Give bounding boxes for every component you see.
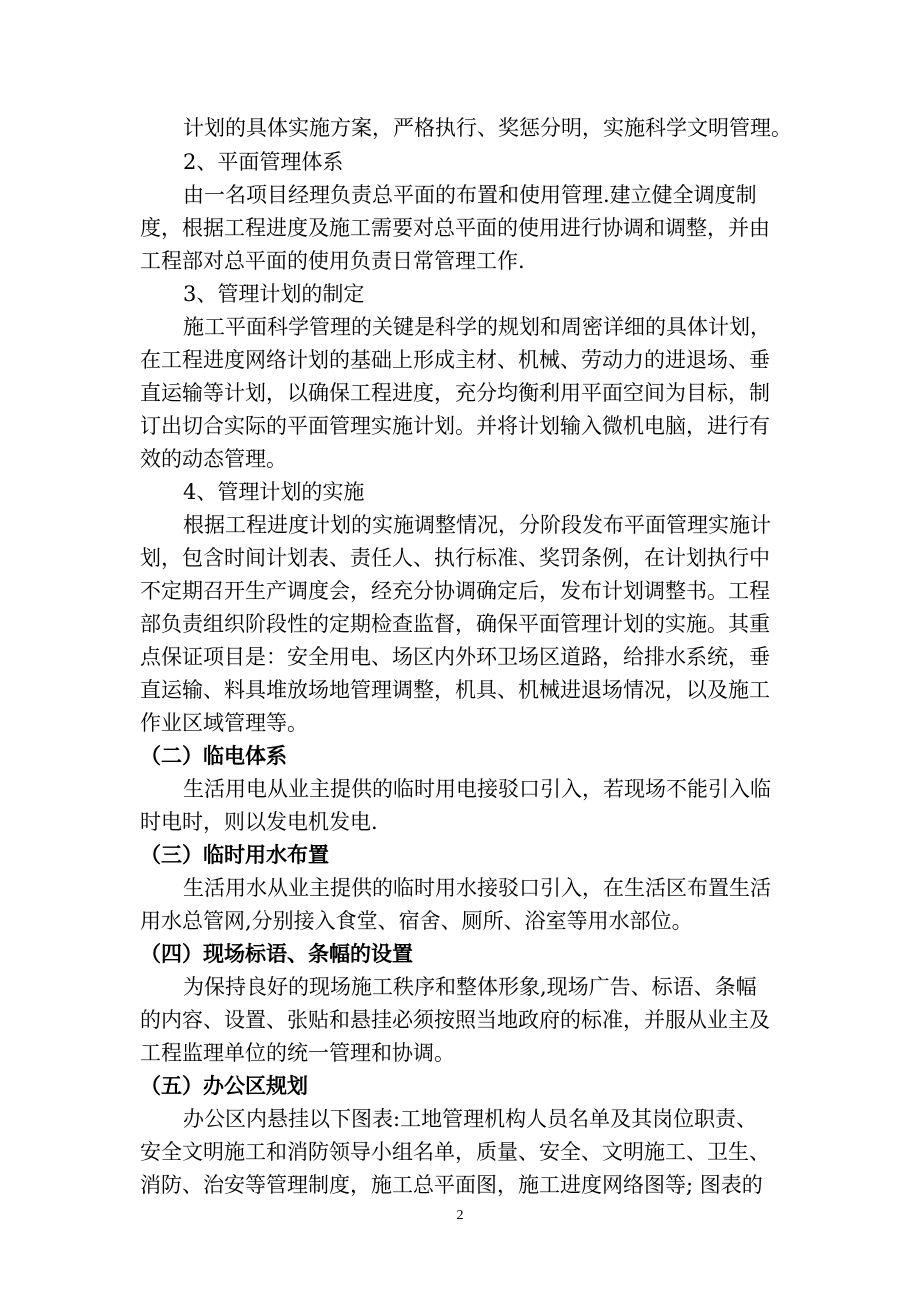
line-text: 消防、治安等管理制度，施工总平面图，施工进度网络图等; 图表的 — [140, 1173, 763, 1197]
line-text: 办公区内悬挂以下图表:工地管理机构人员名单及其岗位职责、 — [183, 1107, 758, 1131]
line-text: 划，包含时间计划表、责任人、执行标准、奖罚条例，在计划执行中 — [140, 546, 770, 570]
line-text: 时电时，则以发电机发电. — [140, 810, 378, 834]
text-line — [0, 146, 920, 178]
text-line — [0, 344, 920, 376]
text-line — [0, 971, 920, 1003]
line-text: 工程部对总平面的使用负责日常管理工作. — [140, 249, 525, 273]
text-line — [0, 905, 920, 937]
line-text: 部负责组织阶段性的定期检查监督，确保平面管理计划的实施。其重 — [140, 612, 770, 636]
text-line — [0, 806, 920, 838]
text-line — [0, 1004, 920, 1036]
line-text: 点保证项目是：安全用电、场区内外环卫场区道路，给排水系统，垂 — [140, 645, 770, 669]
line-text: 2、平面管理体系 — [183, 150, 344, 174]
section-heading — [0, 1070, 920, 1102]
text-line — [0, 1136, 920, 1168]
text-line — [0, 1103, 920, 1135]
text-line — [0, 872, 920, 904]
text-line — [0, 707, 920, 739]
line-text: 订出切合实际的平面管理实施计划。并将计划输入微机电脑，进行有 — [140, 414, 770, 438]
text-line — [0, 641, 920, 673]
line-text: 直运输等计划，以确保工程进度，充分均衡利用平面空间为目标，制 — [140, 381, 770, 405]
text-line — [0, 410, 920, 442]
section-heading — [0, 839, 920, 871]
text-line — [0, 1037, 920, 1069]
line-text: 效的动态管理。 — [140, 447, 287, 471]
heading-text: （三）临时用水布置 — [140, 843, 329, 867]
text-line — [0, 377, 920, 409]
line-text: 由一名项目经理负责总平面的布置和使用管理.建立健全调度制 — [183, 183, 757, 207]
line-text: 不定期召开生产调度会，经充分协调确定后，发布计划调整书。工程 — [140, 579, 770, 603]
line-text: 在工程进度网络计划的基础上形成主材、机械、劳动力的进退场、垂 — [140, 348, 770, 372]
line-text: 计划的具体实施方案，严格执行、奖惩分明，实施科学文明管理。 — [183, 116, 792, 140]
heading-text: （五）办公区规划 — [140, 1074, 308, 1098]
text-line — [0, 443, 920, 475]
heading-text: （四）现场标语、条幅的设置 — [140, 942, 413, 966]
line-text: 生活用水从业主提供的临时用水接驳口引入，在生活区布置生活 — [183, 876, 771, 900]
text-line — [0, 278, 920, 310]
section-heading — [0, 938, 920, 970]
heading-text: （二）临电体系 — [140, 744, 287, 768]
line-text: 直运输、料具堆放场地管理调整，机具、机械进退场情况，以及施工 — [140, 678, 770, 702]
line-text: 为保持良好的现场施工秩序和整体形象,现场广告、标语、条幅 — [183, 975, 757, 999]
page-number: 2 — [456, 1208, 464, 1223]
text-line — [0, 608, 920, 640]
text-line — [0, 179, 920, 211]
text-line — [0, 311, 920, 343]
text-line — [0, 245, 920, 277]
text-line — [0, 1169, 920, 1201]
line-text: 施工平面科学管理的关键是科学的规划和周密详细的具体计划， — [183, 315, 771, 339]
text-line — [0, 476, 920, 508]
text-line — [0, 674, 920, 706]
line-text: 生活用电从业主提供的临时用电接驳口引入，若现场不能引入临 — [183, 777, 771, 801]
text-line — [0, 542, 920, 574]
text-line — [0, 575, 920, 607]
line-text: 4、管理计划的实施 — [183, 480, 365, 504]
text-line — [0, 773, 920, 805]
line-text: 作业区域管理等。 — [140, 711, 308, 735]
line-text: 度，根据工程进度及施工需要对总平面的使用进行协调和调整，并由 — [140, 216, 770, 240]
line-text: 3、管理计划的制定 — [183, 282, 365, 306]
line-text: 用水总管网,分别接入食堂、宿舍、厕所、浴室等用水部位。 — [140, 909, 693, 933]
text-line — [0, 112, 920, 144]
line-text: 安全文明施工和消防领导小组名单，质量、安全、文明施工、卫生、 — [140, 1140, 770, 1164]
line-text: 根据工程进度计划的实施调整情况，分阶段发布平面管理实施计 — [183, 513, 771, 537]
line-text: 的内容、设置、张贴和悬挂必须按照当地政府的标准，并服从业主及 — [140, 1008, 770, 1032]
line-text: 工程监理单位的统一管理和协调。 — [140, 1041, 455, 1065]
text-line — [0, 212, 920, 244]
text-line — [0, 509, 920, 541]
section-heading — [0, 740, 920, 772]
